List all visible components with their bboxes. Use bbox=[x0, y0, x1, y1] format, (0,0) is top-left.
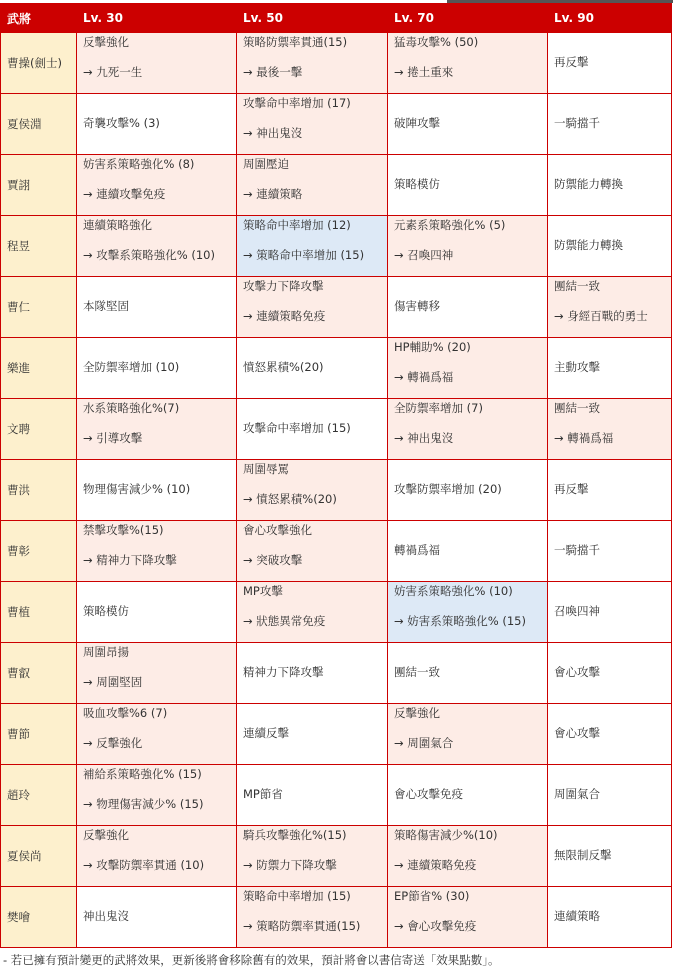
skill-cell-lv30 bbox=[77, 887, 237, 948]
skill-cell-lv50 bbox=[237, 887, 388, 948]
table-header-row bbox=[1, 4, 672, 33]
general-name: 夏侯淵 bbox=[7, 116, 42, 131]
skill-cell-lv50 bbox=[237, 399, 388, 460]
table-row bbox=[1, 521, 672, 582]
general-name-cell bbox=[1, 765, 77, 826]
skill-cell-lv70 bbox=[388, 155, 548, 216]
general-name-cell bbox=[1, 338, 77, 399]
skill-cell-lv50 bbox=[237, 826, 388, 887]
skill-effect-old: 周圍昂揚 bbox=[83, 645, 129, 659]
skill-effect-new: → 憤怒累積%(20) bbox=[243, 492, 337, 506]
skill-effect: 會心攻擊 bbox=[554, 665, 600, 679]
skill-effect-new: → 狀態異常免疫 bbox=[243, 614, 326, 628]
skill-effect-new: → 轉禍爲福 bbox=[554, 431, 614, 445]
skill-effect-old: 妨害系策略強化% (10) bbox=[394, 584, 513, 598]
skill-cell-lv30 bbox=[77, 643, 237, 704]
skill-cell-lv30 bbox=[77, 460, 237, 521]
table-row bbox=[1, 33, 672, 94]
skill-cell-lv90 bbox=[548, 277, 672, 338]
skill-cell-lv90 bbox=[548, 216, 672, 277]
skill-cell-lv30 bbox=[77, 216, 237, 277]
skill-effect-old: 會心攻擊強化 bbox=[243, 523, 312, 537]
skill-cell-lv90 bbox=[548, 643, 672, 704]
skill-cell-lv70 bbox=[388, 277, 548, 338]
skill-effect: 會心攻擊免疫 bbox=[394, 787, 463, 801]
table-row bbox=[1, 399, 672, 460]
skill-effect: 再反擊 bbox=[554, 55, 589, 69]
skill-effect: MP節省 bbox=[243, 787, 283, 801]
skill-effect: 神出鬼沒 bbox=[83, 909, 129, 923]
skill-effect-old: 補給系策略強化% (15) bbox=[83, 767, 202, 781]
table-row bbox=[1, 155, 672, 216]
skill-effect-new: → 身經百戰的勇士 bbox=[554, 309, 648, 323]
skill-cell-lv70 bbox=[388, 582, 548, 643]
header-general: 武將 bbox=[1, 4, 77, 33]
skill-effect: 憤怒累積%(20) bbox=[243, 360, 324, 374]
skill-cell-lv70 bbox=[388, 460, 548, 521]
skill-effect-new: → 連續策略免疫 bbox=[243, 309, 326, 323]
skill-effect: 主動攻擊 bbox=[554, 360, 600, 374]
footnote: - 若已擁有預計變更的武將效果，更新後將會移除舊有的效果，預計將會以書信寄送「效果點數」。 bbox=[3, 953, 500, 967]
skill-effect: 連續策略 bbox=[554, 909, 600, 923]
general-name: 程昱 bbox=[7, 238, 30, 253]
table-row bbox=[1, 277, 672, 338]
skill-effect-old: 策略傷害減少%(10) bbox=[394, 828, 498, 842]
skill-effect: 攻擊防禦率增加 (20) bbox=[394, 482, 502, 496]
skill-effect: 破陣攻擊 bbox=[394, 116, 440, 130]
skill-effect-old: 全防禦率增加 (7) bbox=[394, 401, 483, 415]
skill-cell-lv50 bbox=[237, 277, 388, 338]
table-row bbox=[1, 216, 672, 277]
skill-cell-lv90 bbox=[548, 33, 672, 94]
skill-effect: 轉禍爲福 bbox=[394, 543, 440, 557]
skill-effect-new: → 捲土重來 bbox=[394, 65, 454, 79]
skill-cell-lv50 bbox=[237, 582, 388, 643]
general-name: 樂進 bbox=[7, 360, 30, 375]
skill-effect: 再反擊 bbox=[554, 482, 589, 496]
skill-cell-lv90 bbox=[548, 94, 672, 155]
skill-effect-old: 團結一致 bbox=[554, 279, 600, 293]
skill-cell-lv90 bbox=[548, 582, 672, 643]
general-name: 曹仁 bbox=[7, 299, 30, 314]
skill-cell-lv30 bbox=[77, 399, 237, 460]
skill-effect-new: → 妨害系策略強化% (15) bbox=[394, 614, 526, 628]
skill-effect-old: 水系策略強化%(7) bbox=[83, 401, 180, 415]
skill-effect-old: 攻擊命中率增加 (17) bbox=[243, 96, 351, 110]
skill-effect-new: → 九死一生 bbox=[83, 65, 143, 79]
skill-cell-lv70 bbox=[388, 704, 548, 765]
skill-effect: 物理傷害減少% (10) bbox=[83, 482, 191, 496]
skill-effect-old: 妨害系策略強化% (8) bbox=[83, 157, 195, 171]
general-name-cell bbox=[1, 826, 77, 887]
skill-effect-old: 反擊強化 bbox=[83, 828, 129, 842]
table-row bbox=[1, 765, 672, 826]
skill-effect-old: 猛毒攻擊% (50) bbox=[394, 35, 479, 49]
skill-cell-lv30 bbox=[77, 94, 237, 155]
skill-effect-new: → 神出鬼沒 bbox=[394, 431, 454, 445]
general-skill-table bbox=[0, 3, 672, 948]
skill-effect-new: → 策略命中率增加 (15) bbox=[243, 248, 365, 262]
skill-effect: 會心攻擊 bbox=[554, 726, 600, 740]
skill-effect-new: → 防禦力下降攻擊 bbox=[243, 858, 337, 872]
skill-cell-lv30 bbox=[77, 582, 237, 643]
skill-effect-old: 策略命中率增加 (12) bbox=[243, 218, 351, 232]
skill-cell-lv50 bbox=[237, 765, 388, 826]
general-name-cell bbox=[1, 704, 77, 765]
skill-cell-lv50 bbox=[237, 704, 388, 765]
skill-effect: 一騎擋千 bbox=[554, 116, 600, 130]
skill-cell-lv50 bbox=[237, 460, 388, 521]
skill-cell-lv90 bbox=[548, 765, 672, 826]
skill-cell-lv70 bbox=[388, 338, 548, 399]
skill-cell-lv30 bbox=[77, 33, 237, 94]
skill-effect: 全防禦率增加 (10) bbox=[83, 360, 180, 374]
skill-effect-new: → 周圍氣合 bbox=[394, 736, 454, 750]
skill-effect: 策略模仿 bbox=[83, 604, 129, 618]
skill-effect-old: 周圍壓迫 bbox=[243, 157, 289, 171]
skill-effect-old: 團結一致 bbox=[554, 401, 600, 415]
skill-effect-new: → 會心攻擊免疫 bbox=[394, 919, 477, 933]
header-lv50: Lv. 50 bbox=[237, 4, 388, 33]
skill-effect: 本隊堅固 bbox=[83, 299, 129, 313]
skill-effect-new: → 連續策略免疫 bbox=[394, 858, 477, 872]
skill-effect: 攻擊命中率增加 (15) bbox=[243, 421, 351, 435]
general-name: 曹節 bbox=[7, 726, 30, 741]
skill-effect-new: → 物理傷害減少% (15) bbox=[83, 797, 204, 811]
skill-cell-lv50 bbox=[237, 155, 388, 216]
general-name: 曹彰 bbox=[7, 543, 30, 558]
skill-effect-new: → 攻擊防禦率貫通 (10) bbox=[83, 858, 205, 872]
general-name-cell bbox=[1, 94, 77, 155]
skill-effect-old: HP輔助% (20) bbox=[394, 340, 471, 354]
skill-cell-lv90 bbox=[548, 399, 672, 460]
general-name-cell bbox=[1, 216, 77, 277]
table-row bbox=[1, 704, 672, 765]
general-name: 文聘 bbox=[7, 421, 30, 436]
skill-effect-new: → 攻擊系策略強化% (10) bbox=[83, 248, 215, 262]
skill-effect: 無限制反擊 bbox=[554, 848, 612, 862]
table-row bbox=[1, 94, 672, 155]
skill-effect: 奇襲攻擊% (3) bbox=[83, 116, 160, 130]
skill-cell-lv90 bbox=[548, 887, 672, 948]
skill-cell-lv90 bbox=[548, 704, 672, 765]
skill-effect-new: → 連續策略 bbox=[243, 187, 303, 201]
skill-effect-new: → 周圍堅固 bbox=[83, 675, 143, 689]
table-row bbox=[1, 582, 672, 643]
skill-cell-lv50 bbox=[237, 338, 388, 399]
table-row bbox=[1, 643, 672, 704]
skill-effect-old: 反擊強化 bbox=[83, 35, 129, 49]
skill-effect-new: → 突破攻擊 bbox=[243, 553, 303, 567]
skill-cell-lv30 bbox=[77, 826, 237, 887]
table-row bbox=[1, 338, 672, 399]
skill-effect-old: 攻擊力下降攻擊 bbox=[243, 279, 324, 293]
general-name: 樊噲 bbox=[7, 909, 30, 924]
skill-effect-new: → 引導攻擊 bbox=[83, 431, 143, 445]
header-lv70: Lv. 70 bbox=[388, 4, 548, 33]
general-name-cell bbox=[1, 399, 77, 460]
skill-cell-lv70 bbox=[388, 887, 548, 948]
skill-effect-old: 連續策略強化 bbox=[83, 218, 152, 232]
skill-effect-old: EP節省% (30) bbox=[394, 889, 470, 903]
general-name-cell bbox=[1, 155, 77, 216]
general-name: 賈詡 bbox=[7, 177, 30, 192]
skill-effect: 防禦能力轉換 bbox=[554, 238, 623, 252]
skill-cell-lv70 bbox=[388, 216, 548, 277]
skill-effect-new: → 反擊強化 bbox=[83, 736, 143, 750]
skill-cell-lv70 bbox=[388, 643, 548, 704]
general-name: 曹叡 bbox=[7, 665, 30, 680]
general-name: 趙玲 bbox=[7, 787, 30, 802]
table-row bbox=[1, 460, 672, 521]
skill-effect-old: 策略命中率增加 (15) bbox=[243, 889, 351, 903]
table-row bbox=[1, 887, 672, 948]
general-name-cell bbox=[1, 521, 77, 582]
skill-cell-lv70 bbox=[388, 399, 548, 460]
skill-effect-old: 策略防禦率貫通(15) bbox=[243, 35, 348, 49]
header-lv90: Lv. 90 bbox=[548, 4, 672, 33]
skill-effect-old: 騎兵攻擊強化%(15) bbox=[243, 828, 347, 842]
skill-cell-lv90 bbox=[548, 826, 672, 887]
skill-effect: 團結一致 bbox=[394, 665, 440, 679]
general-name: 夏侯尚 bbox=[7, 848, 42, 863]
skill-effect-old: 周圍辱罵 bbox=[243, 462, 289, 476]
skill-cell-lv70 bbox=[388, 33, 548, 94]
skill-effect-old: 元素系策略強化% (5) bbox=[394, 218, 506, 232]
general-name-cell bbox=[1, 460, 77, 521]
skill-cell-lv30 bbox=[77, 277, 237, 338]
skill-cell-lv50 bbox=[237, 33, 388, 94]
skill-effect: 一騎擋千 bbox=[554, 543, 600, 557]
skill-cell-lv70 bbox=[388, 94, 548, 155]
skill-cell-lv30 bbox=[77, 704, 237, 765]
skill-cell-lv30 bbox=[77, 338, 237, 399]
skill-effect: 周圍氣合 bbox=[554, 787, 600, 801]
skill-effect-new: → 策略防禦率貫通(15) bbox=[243, 919, 361, 933]
general-name: 曹操(劍士) bbox=[7, 55, 62, 70]
skill-cell-lv50 bbox=[237, 94, 388, 155]
general-name: 曹植 bbox=[7, 604, 30, 619]
general-name-cell bbox=[1, 643, 77, 704]
skill-cell-lv50 bbox=[237, 216, 388, 277]
skill-effect: 傷害轉移 bbox=[394, 299, 440, 313]
general-name-cell bbox=[1, 582, 77, 643]
skill-cell-lv50 bbox=[237, 643, 388, 704]
skill-effect-old: 吸血攻擊%6 (7) bbox=[83, 706, 168, 720]
general-name: 曹洪 bbox=[7, 482, 30, 497]
general-name-cell bbox=[1, 887, 77, 948]
header-lv30: Lv. 30 bbox=[77, 4, 237, 33]
skill-cell-lv70 bbox=[388, 765, 548, 826]
skill-cell-lv70 bbox=[388, 521, 548, 582]
skill-cell-lv90 bbox=[548, 460, 672, 521]
general-name-cell bbox=[1, 277, 77, 338]
skill-effect: 召喚四神 bbox=[554, 604, 600, 618]
skill-effect-old: 反擊強化 bbox=[394, 706, 440, 720]
skill-effect-new: → 召喚四神 bbox=[394, 248, 454, 262]
skill-cell-lv90 bbox=[548, 521, 672, 582]
skill-cell-lv50 bbox=[237, 521, 388, 582]
skill-cell-lv30 bbox=[77, 155, 237, 216]
skill-cell-lv90 bbox=[548, 338, 672, 399]
general-name-cell bbox=[1, 33, 77, 94]
skill-effect: 策略模仿 bbox=[394, 177, 440, 191]
skill-effect-new: → 精神力下降攻擊 bbox=[83, 553, 177, 567]
skill-effect-new: → 轉禍爲福 bbox=[394, 370, 454, 384]
skill-effect-new: → 最後一擊 bbox=[243, 65, 303, 79]
skill-cell-lv30 bbox=[77, 765, 237, 826]
skill-effect-old: MP攻擊 bbox=[243, 584, 283, 598]
skill-effect: 防禦能力轉換 bbox=[554, 177, 623, 191]
skill-effect-new: → 連續攻擊免疫 bbox=[83, 187, 166, 201]
skill-cell-lv90 bbox=[548, 155, 672, 216]
skill-effect: 精神力下降攻擊 bbox=[243, 665, 324, 679]
table-row bbox=[1, 826, 672, 887]
skill-cell-lv70 bbox=[388, 826, 548, 887]
skill-effect-new: → 神出鬼沒 bbox=[243, 126, 303, 140]
skill-effect-old: 禁擊攻擊%(15) bbox=[83, 523, 164, 537]
skill-cell-lv30 bbox=[77, 521, 237, 582]
skill-effect: 連續反擊 bbox=[243, 726, 289, 740]
